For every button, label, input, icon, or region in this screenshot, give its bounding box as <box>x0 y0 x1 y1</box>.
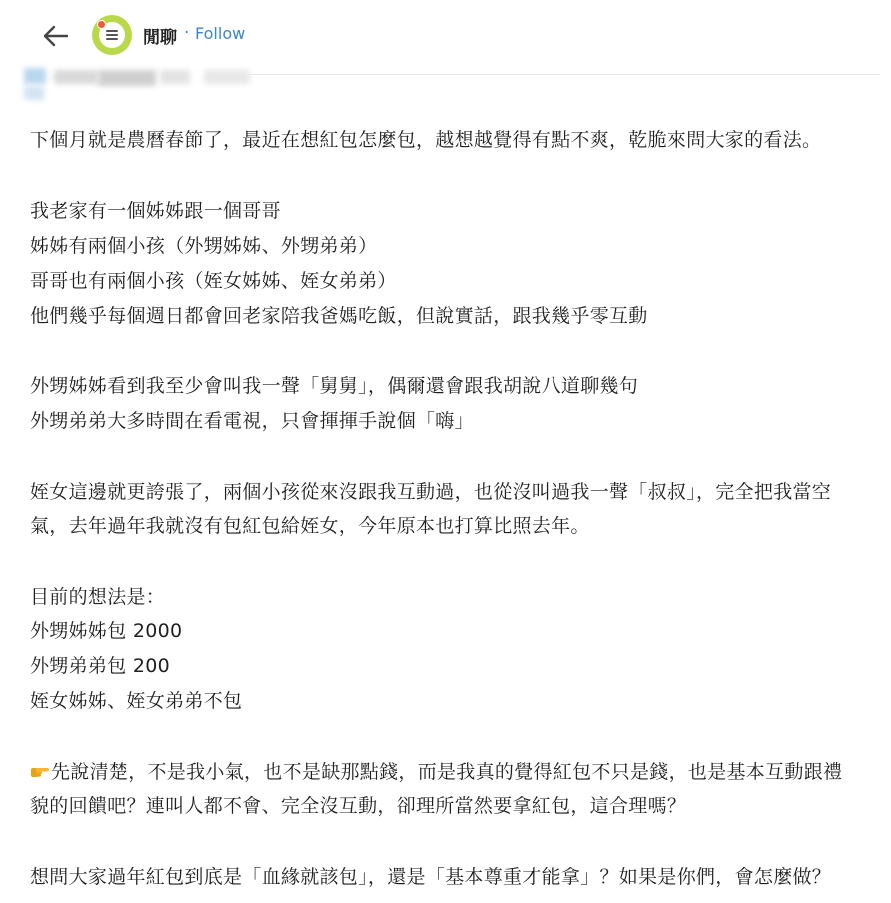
post-line: 外甥姊姊看到我至少會叫我一聲「舅舅」，偶爾還會跟我胡說八道聊幾句 <box>30 375 639 397</box>
post-line: 姪女這邊就更誇張了，兩個小孩從來沒跟我互動過，也從沒叫過我一聲「叔叔」，完全把我當空 <box>30 481 832 503</box>
post-header <box>0 0 891 72</box>
post-line: 貌的回饋吧？連叫人都不會、完全沒互動，卻理所當然要拿紅包，這合理嗎？ <box>30 795 687 817</box>
post-line: 先說清楚，不是我小氣，也不是缺那點錢，而是我真的覺得紅包不只是錢，也是基本互動跟禮 <box>51 761 843 783</box>
notification-dot <box>97 20 106 29</box>
post-line: 想問大家過年紅包到底是「血緣就該包」，還是「基本尊重才能拿」？如果是你們，會怎麼做？ <box>30 866 832 888</box>
post-line: 姊姊有兩個小孩（外甥姊姊、外甥弟弟） <box>30 235 378 257</box>
post-line: 哥哥也有兩個小孩（姪女姊姊、姪女弟弟） <box>30 270 397 292</box>
back-button[interactable] <box>40 22 70 50</box>
separator-dot: · <box>184 23 190 43</box>
post-line: 目前的想法是： <box>30 586 166 608</box>
post-line: 他們幾乎每個週日都會回老家陪我爸媽吃飯，但說實話，跟我幾乎零互動 <box>30 305 648 327</box>
post-line: 姪女姊姊、姪女弟弟不包 <box>30 690 243 712</box>
forum-name[interactable]: 閒聊 <box>143 28 177 48</box>
post-line: 下個月就是農曆春節了，最近在想紅包怎麼包，越想越覺得有點不爽，乾脆來問大家的看法。 <box>30 129 822 151</box>
follow-button[interactable]: Follow <box>195 24 246 43</box>
post-line: 外甥弟弟大多時間在看電視，只會揮揮手說個「嗨」 <box>30 410 474 432</box>
blurred-author-info <box>24 66 250 106</box>
post-line: 氣，去年過年我就沒有包紅包給姪女，今年原本也打算比照去年。 <box>30 515 590 537</box>
post-line: 外甥姊姊包 2000 <box>30 620 183 642</box>
forum-avatar[interactable] <box>92 15 132 55</box>
header-divider <box>250 74 880 75</box>
post-line: 我老家有一個姊姊跟一個哥哥 <box>30 200 281 222</box>
arrow-left-icon <box>40 22 70 50</box>
post-line-with-icon <box>30 759 842 785</box>
pointing-hand-icon <box>30 765 50 779</box>
post-line: 外甥弟弟包 200 <box>30 655 171 677</box>
